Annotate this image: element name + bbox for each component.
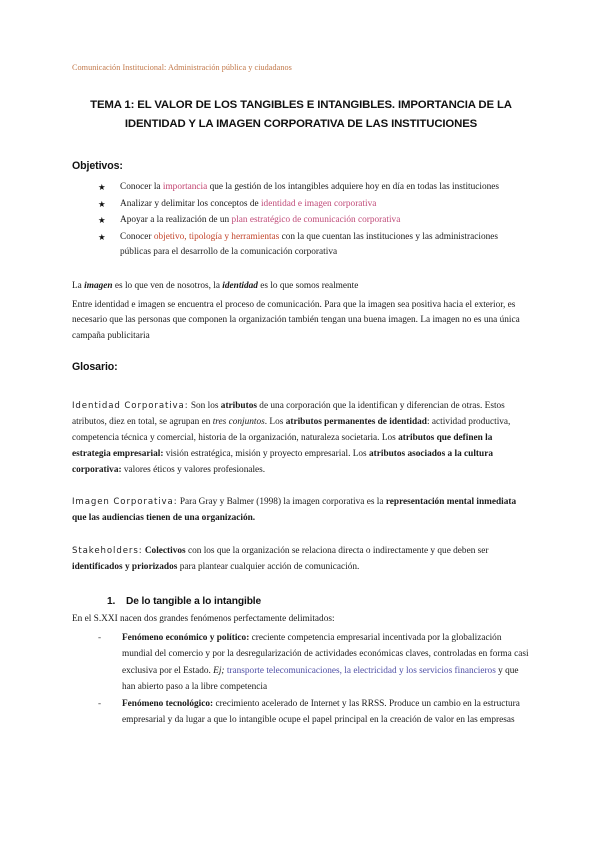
intro-a: La (72, 280, 85, 291)
gloss-b1: representación mental inmediata que las audiencias tienen de una organización. (72, 497, 517, 524)
dash-bullet-icon: - (98, 633, 102, 644)
list-item (98, 180, 530, 196)
item-text-pre: Apoyar a la realización de un (120, 215, 232, 226)
item-bold-label: Fenómeno económico y político: (122, 633, 250, 644)
gloss-em1: tres conjuntos (212, 417, 265, 428)
section-heading-glosario: Glosario: (72, 361, 118, 374)
item-text-post: que la gestión de los intangibles adquiere hoy en día en todas las instituciones (207, 182, 500, 192)
item-text-post: con la que cuentan las instituciones y las administraciones públicas para el desarrollo de la comunicación corporativa (120, 231, 498, 258)
item-link-text[interactable]: transporte telecomunicaciones, la electricidad y los servicios financieros (224, 665, 496, 676)
star-bullet-icon: ★ (98, 198, 106, 209)
item-highlight: identidad e imagen corporativa (260, 198, 377, 209)
list-item (98, 630, 530, 695)
gloss-t1: Para Gray y Balmer (1998) la imagen corporativa es la (177, 497, 386, 508)
star-bullet-icon: ★ (98, 215, 106, 226)
list-item (98, 197, 530, 213)
item-text-2: y que han abierto paso a la libre competencia (122, 665, 519, 692)
objetivos-list (72, 180, 530, 261)
gloss-b2: atributos permanentes de identidad (285, 417, 427, 428)
gloss-t5: visión estratégica, misión y proyecto empresarial. Los (163, 448, 369, 459)
item-bold-label: Fenómeno tecnológico: (122, 698, 214, 709)
item-text-1: crecimiento acelerado de Internet y las RRSS. Produce un cambio en la estructura empresarial y da lugar a que lo intangible ocupe el papel principal en la creación de valor en las empresas (122, 698, 520, 726)
item-text-1: creciente competencia empresarial incentivada por la globalización mundial del comercio y por la desregularización de actividades económicas claves, controladas en forma casi exclusiva por el Estado. (122, 633, 529, 676)
intro-emphasis-imagen: imagen (84, 280, 113, 291)
gloss-t1: Son los (188, 401, 221, 412)
gloss-t6: valores éticos y valores profesionales. (121, 464, 266, 475)
numbered-section-list (72, 593, 530, 610)
glossary-term: Imagen Corporativa: (72, 497, 178, 508)
fenomenos-list (72, 630, 530, 728)
spacer (72, 381, 530, 399)
gloss-b1: Colectivos (144, 545, 186, 556)
document-header-note: Comunicación Institucional: Administración pública y ciudadanos (72, 63, 292, 72)
list-item (98, 230, 530, 261)
section-1-lead: En el S.XXI nacen dos grandes fenómenos perfectamente delimitados: (72, 613, 335, 624)
gloss-t2: con los que la organización se relaciona directa o indirectamente y que deben ser (185, 545, 489, 556)
gloss-b3: atributos que definen la estrategia empresarial: (72, 432, 493, 459)
gloss-t3: para plantear cualquier acción de comunicación. (177, 561, 360, 572)
intro-paragraph: Entre identidad e imagen se encuentra el proceso de comunicación. Para que la imagen sea positiva hacia el exterior, es necesario que las personas que componen la organización también tengan una buena imagen. La imagen no es una única campaña publicitaria (72, 299, 520, 341)
intro-emphasis-identidad: identidad (222, 280, 258, 291)
gloss-t3: . Los (264, 417, 286, 428)
gloss-t4: : actividad productiva, competencia técnica y comercial, historia de la organización, naturaleza societaria. Los (72, 417, 511, 443)
gloss-b4: atributos asociados a la cultura corporativa: (72, 448, 493, 475)
glossary-entry-identidad-corporativa (72, 399, 530, 478)
section-heading-objetivos: Objetivos: (72, 160, 123, 172)
item-emphasis: Ej; (213, 665, 225, 676)
page-title: TEMA 1: EL VALOR DE LOS TANGIBLES E INTANGIBLES. IMPORTANCIA DE LA IDENTIDAD Y LA IMAGEN CORPORATIVA DE LAS INSTITUCIONES (90, 99, 512, 130)
gloss-t2: de una corporación que la identifican y diferencian de otras. Estos atributos, diez en total, se agrupan en (72, 401, 505, 428)
intro-b: es lo que ven de nosotros, la (112, 280, 223, 291)
item-highlight: plan estratégico de comunicación corporativa (231, 215, 401, 226)
item-highlight: importancia (162, 182, 208, 192)
intro-c: es lo que somos realmente (257, 280, 359, 291)
item-text-pre: Analizar y delimitar los conceptos de (120, 198, 261, 209)
list-item (98, 213, 530, 229)
gloss-b1: atributos (220, 401, 257, 412)
glossary-term: Stakeholders: (72, 545, 143, 556)
section-heading-1: 1. De lo tangible a lo intangible (118, 593, 530, 610)
item-highlight: objetivo, tipología y herramientas (153, 231, 280, 242)
list-item (98, 696, 530, 728)
glossary-entry-stakeholders (72, 544, 530, 576)
dash-bullet-icon: - (98, 698, 102, 709)
item-text-pre: Conocer la (120, 182, 163, 192)
glossary-term: Identidad Corporativa: (72, 401, 189, 412)
gloss-b2: identificados y priorizados (72, 561, 178, 572)
star-bullet-icon: ★ (98, 182, 106, 192)
star-bullet-icon: ★ (98, 231, 106, 242)
glossary-entry-imagen-corporativa (72, 495, 530, 527)
item-text-pre: Conocer (120, 231, 154, 242)
intro-line (72, 279, 530, 295)
